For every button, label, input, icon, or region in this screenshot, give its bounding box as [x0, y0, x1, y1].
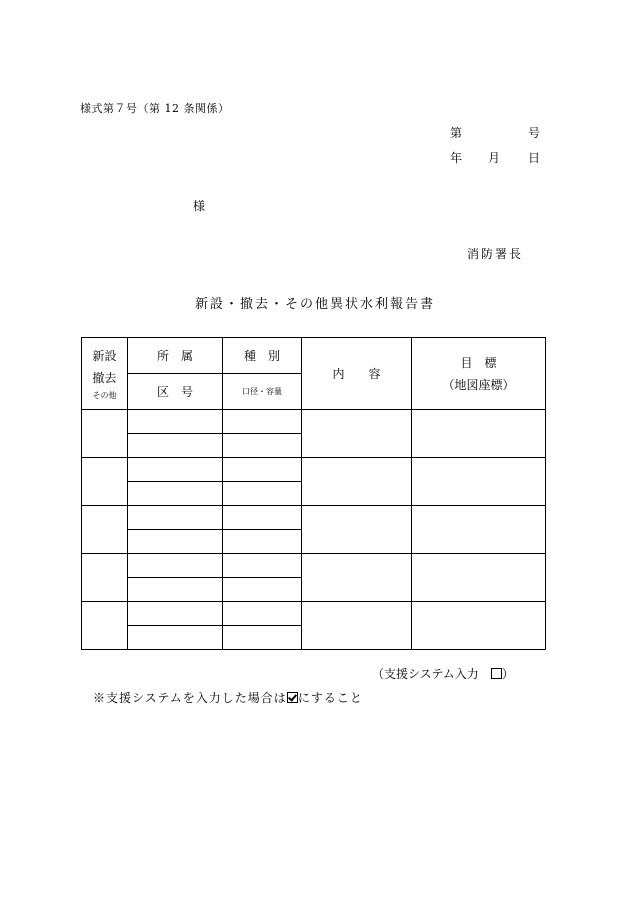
system-input-label: （支援システム入力 [372, 667, 479, 681]
form-number: 様式第７号（第 12 条関係） [80, 102, 230, 115]
note-text-after: にすること [297, 691, 363, 705]
entry-category-cell[interactable] [82, 554, 128, 602]
entry-content-cell[interactable] [302, 410, 412, 458]
category-header [82, 338, 128, 410]
entry-district-cell[interactable] [128, 626, 223, 650]
target-label: 目 標 [460, 355, 497, 370]
date-day: 日 [528, 151, 541, 165]
entry-target-cell[interactable] [412, 506, 546, 554]
doc-number-suffix: 号 [528, 126, 541, 140]
entry-size-cell[interactable] [223, 530, 302, 554]
entry-content-cell[interactable] [302, 554, 412, 602]
system-input-close: ） [501, 667, 514, 681]
size-header: 口径・容量 [223, 374, 302, 410]
entry-target-cell[interactable] [412, 458, 546, 506]
entry-target-cell[interactable] [412, 554, 546, 602]
entry-content-cell[interactable] [302, 458, 412, 506]
entry-target-cell[interactable] [412, 602, 546, 650]
entry-district-cell[interactable] [128, 482, 223, 506]
system-input-line [372, 665, 514, 682]
entry-size-cell[interactable] [223, 626, 302, 650]
doc-number-prefix: 第 [450, 126, 463, 140]
entry-district-cell[interactable] [128, 434, 223, 458]
type-header: 種 別 [223, 338, 302, 374]
entry-size-cell[interactable] [223, 482, 302, 506]
instruction-note [93, 689, 363, 706]
entry-category-cell[interactable] [82, 506, 128, 554]
category-new: 新設 [92, 348, 117, 363]
entry-affiliation-cell[interactable] [128, 602, 223, 626]
entry-district-cell[interactable] [128, 530, 223, 554]
entry-type-cell[interactable] [223, 554, 302, 578]
entry-category-cell[interactable] [82, 458, 128, 506]
entry-affiliation-cell[interactable] [128, 458, 223, 482]
entry-affiliation-cell[interactable] [128, 410, 223, 434]
note-text-before: ※支援システムを入力した場合は [93, 691, 287, 705]
system-input-checkbox[interactable] [491, 668, 502, 679]
entry-type-cell[interactable] [223, 602, 302, 626]
content-header: 内 容 [302, 338, 412, 410]
date-month: 月 [488, 151, 501, 165]
entry-size-cell[interactable] [223, 434, 302, 458]
entry-district-cell[interactable] [128, 578, 223, 602]
district-header: 区 号 [128, 374, 223, 410]
target-header [412, 338, 546, 410]
entry-content-cell[interactable] [302, 602, 412, 650]
document-title: 新設・撤去・その他異状水利報告書 [194, 297, 435, 312]
entry-type-cell[interactable] [223, 506, 302, 530]
entry-category-cell[interactable] [82, 410, 128, 458]
entry-target-cell[interactable] [412, 410, 546, 458]
sender: 消防署長 [467, 247, 524, 261]
addressee: 様 [193, 199, 206, 213]
entry-affiliation-cell[interactable] [128, 554, 223, 578]
entry-size-cell[interactable] [223, 578, 302, 602]
entry-category-cell[interactable] [82, 602, 128, 650]
category-removed: 撤去 [92, 370, 117, 385]
affiliation-header: 所 属 [128, 338, 223, 374]
date-year: 年 [450, 151, 463, 165]
entry-affiliation-cell[interactable] [128, 506, 223, 530]
report-table [81, 337, 546, 650]
entry-type-cell[interactable] [223, 410, 302, 434]
checked-box-icon [287, 692, 298, 703]
entry-content-cell[interactable] [302, 506, 412, 554]
category-other: その他 [92, 390, 117, 400]
map-coordinates-label: （地図座標） [442, 377, 515, 392]
entry-type-cell[interactable] [223, 458, 302, 482]
